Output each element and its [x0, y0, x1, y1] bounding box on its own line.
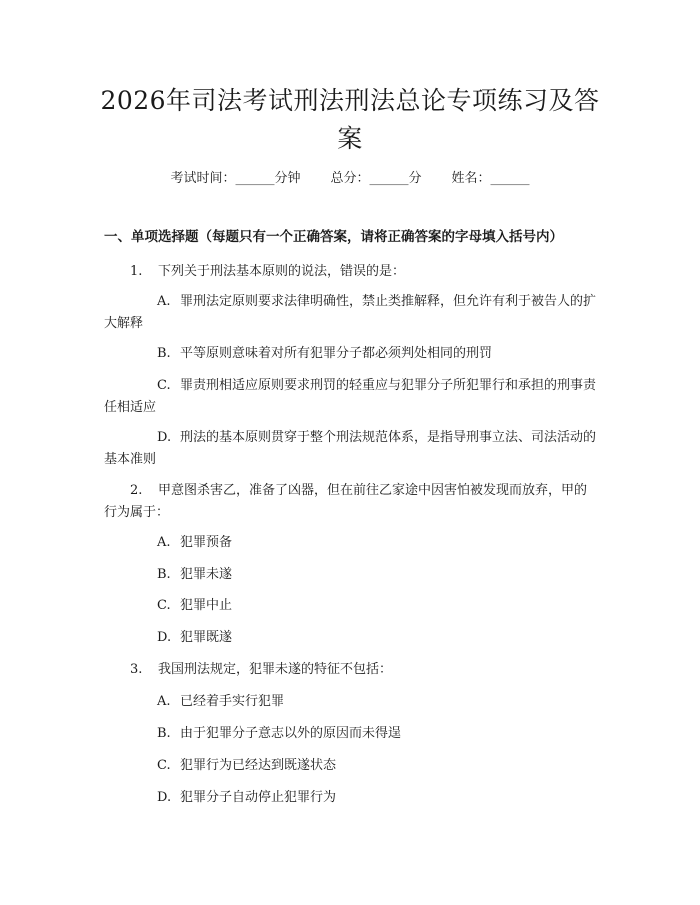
option-letter: D.	[157, 630, 172, 645]
section-heading: 一、单项选择题（每题只有一个正确答案，请将正确答案的字母填入括号内）	[104, 229, 563, 245]
option-text: 由于犯罪分子意志以外的原因而未得逞	[180, 726, 402, 741]
question-3-option-d	[157, 787, 597, 809]
option-letter: A.	[157, 694, 171, 709]
option-text: 犯罪分子自动停止犯罪行为	[180, 790, 337, 805]
option-letter: B.	[157, 726, 171, 741]
option-text: 罪刑法定原则要求法律明确性，禁止类推解释，但允许有利于被告人的扩大解释	[104, 294, 597, 331]
total-score-field: 总分：______分	[330, 171, 422, 186]
document-title: 2026年司法考试刑法刑法总论专项练习及答案	[100, 86, 600, 153]
question-1-option-a	[104, 291, 598, 335]
exam-time-field: 考试时间：______分钟	[170, 171, 301, 186]
question-3-option-b	[157, 723, 597, 745]
question-3-option-a	[157, 691, 597, 713]
question-3	[104, 659, 598, 681]
option-text: 已经着手实行犯罪	[180, 694, 285, 709]
option-text: 罪责刑相适应原则要求刑罚的轻重应与犯罪分子所犯罪行和承担的刑事责任相适应	[104, 378, 597, 415]
option-text: 刑法的基本原则贯穿于整个刑法规范体系，是指导刑事立法、司法活动的基本准则	[104, 430, 597, 467]
option-letter: B.	[157, 567, 171, 582]
question-3-option-c	[157, 755, 597, 777]
option-letter: D.	[157, 430, 172, 445]
option-letter: D.	[157, 790, 172, 805]
question-1-option-d	[104, 427, 598, 471]
question-2-option-b	[157, 564, 597, 586]
question-text: 下列关于刑法基本原则的说法，错误的是：	[158, 264, 406, 279]
question-text: 甲意图杀害乙，准备了凶器，但在前往乙家途中因害怕被发现而放弃，甲的行为属于：	[104, 483, 588, 520]
option-text: 犯罪既遂	[180, 630, 233, 645]
question-number: 3.	[130, 662, 143, 677]
option-letter: A.	[157, 294, 171, 309]
question-2-option-d	[157, 627, 597, 649]
option-letter: C.	[157, 758, 171, 773]
question-2	[104, 480, 598, 524]
exam-meta-line	[0, 170, 700, 188]
question-number: 1.	[130, 264, 143, 279]
question-1-option-b	[104, 343, 598, 365]
question-1-option-c	[104, 375, 598, 419]
question-text: 我国刑法规定，犯罪未遂的特征不包括：	[158, 662, 393, 677]
question-2-option-c	[157, 595, 597, 617]
option-text: 平等原则意味着对所有犯罪分子都必须判处相同的刑罚	[180, 346, 493, 361]
option-text: 犯罪中止	[180, 598, 233, 613]
option-letter: C.	[157, 378, 171, 393]
question-1	[104, 261, 598, 283]
question-number: 2.	[130, 483, 143, 498]
option-letter: B.	[157, 346, 171, 361]
student-name-field: 姓名：______	[451, 171, 530, 186]
option-letter: C.	[157, 598, 171, 613]
question-2-option-a	[157, 532, 597, 554]
option-letter: A.	[157, 535, 171, 550]
option-text: 犯罪行为已经达到既遂状态	[180, 758, 337, 773]
option-text: 犯罪预备	[180, 535, 233, 550]
option-text: 犯罪未遂	[180, 567, 233, 582]
